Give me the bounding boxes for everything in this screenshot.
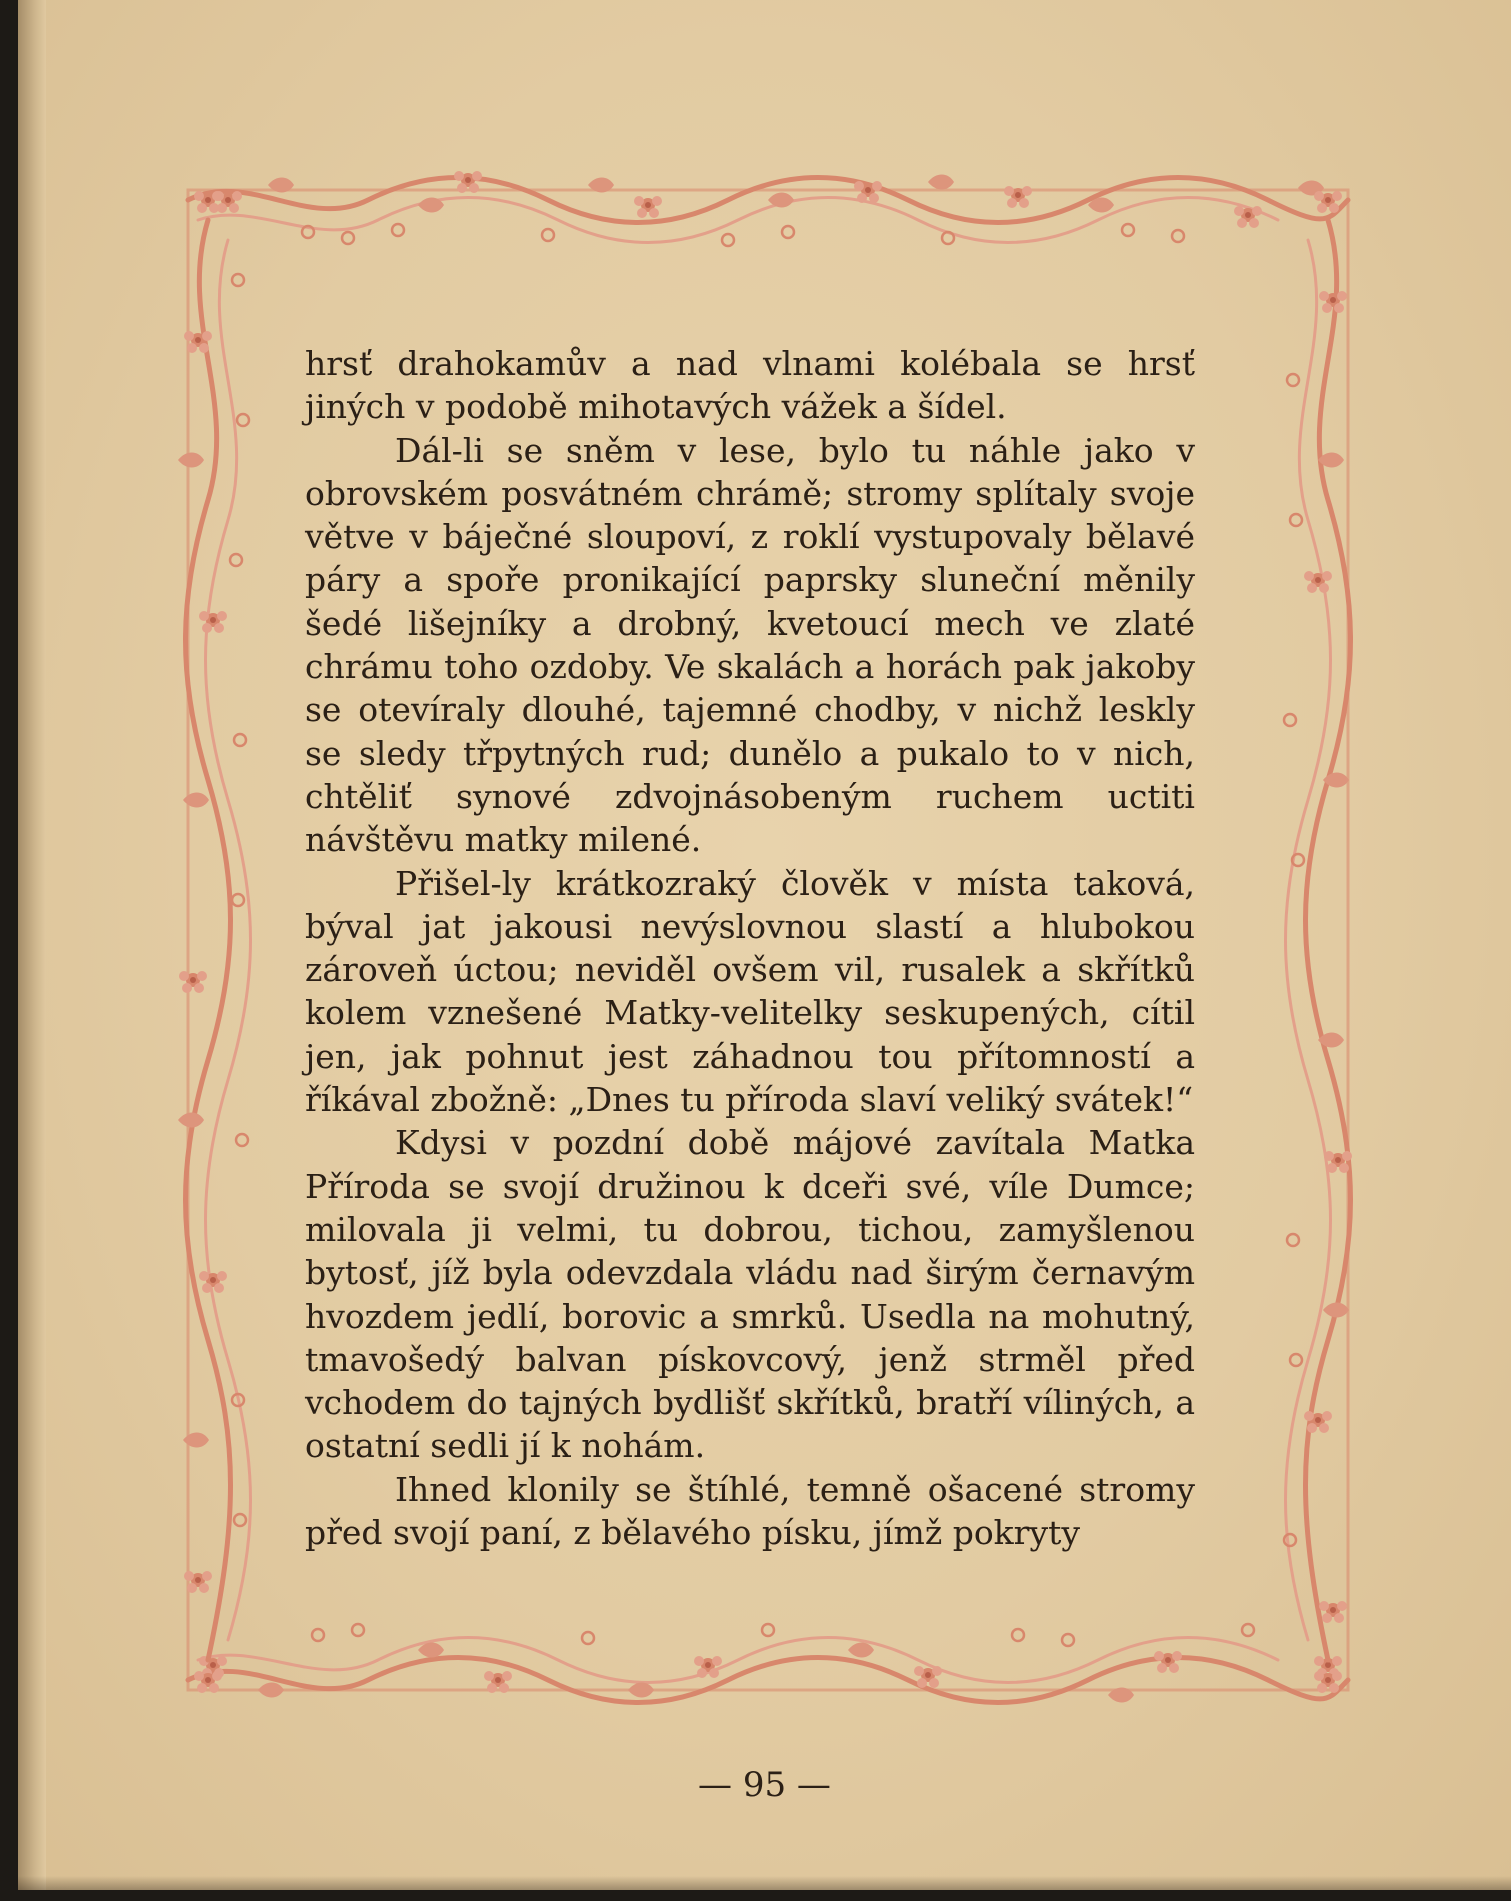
- page-bottom-shadow: [18, 1876, 1511, 1890]
- paragraph-2: Dál-li se sněm v lese, bylo tu náhle jako v obrovském posvátném chrámě; stromy splítaly svoje větve v báječné sloupoví, z roklí vystupovaly bělavé páry a spoře pronikající paprsky sluneční měnily šedé lišejníky a drobný, kvetoucí mech ve zlaté chrámu toho ozdoby. Ve skalách a horách pak jakoby se otevíraly dlouhé, tajemné chodby, v nichž leskly se sledy třpytných rud; dunělo a pukalo to v nich, chtěliť synové zdvojnásobeným ruchem uctiti návštěvu matky milené.: [305, 430, 1195, 860]
- page-number: — 95 —: [698, 1765, 831, 1805]
- paragraph-3: Přišel-ly krátkozraký člověk v místa taková, býval jat jakousi nevýslovnou slastí a hlubokou zároveň úctou; neviděl ovšem vil, rusalek a skřítků kolem vznešené Matky-velitelky seskupených, cítil jen, jak pohnut jest záhadnou tou přítomností a říkával zbožně: „Dnes tu příroda slaví veliký svátek!“: [305, 863, 1195, 1120]
- paragraph-1: hrsť drahokamův a nad vlnami kolébala se hrsť jiných v podobě mihotavých vážek a šídel.: [305, 344, 1195, 427]
- book-page: [18, 0, 1511, 1890]
- paragraph-4: Kdysi v pozdní době májové zavítala Matka Příroda se svojí družinou k dceři své, víle Dumce; milovala ji velmi, tu dobrou, tichou, zamyšlenou bytosť, jíž byla odevzdala vládu nad širým černavým hvozdem jedlí, borovic a smrků. Usedla na mohutný, tmavošedý balvan pískovcový, jenž strměl před vchodem do tajných bydlišť skřítků, bratří víliných, a ostatní sedli jí k nohám.: [305, 1123, 1195, 1466]
- paragraph-5: Ihned klonily se štíhlé, temně ošacené stromy před svojí paní, z bělavého písku, jímž pokryty: [305, 1469, 1195, 1553]
- main-text: [305, 342, 1195, 1554]
- page-gutter: [18, 0, 46, 1890]
